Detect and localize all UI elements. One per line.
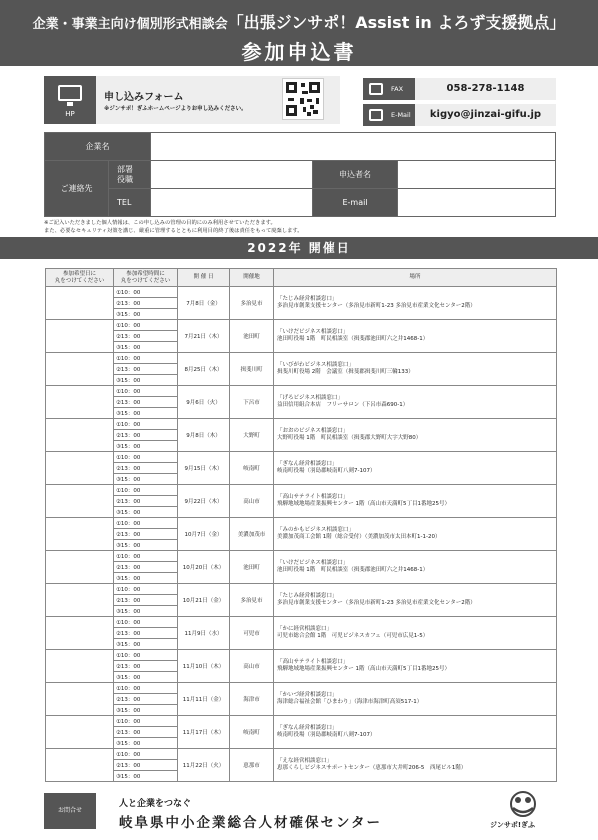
place-address: 池田町役場 1階 町民相談室（揖斐郡池田町六之井1468-1） xyxy=(277,567,429,573)
event-date: 9月6日（火） xyxy=(178,386,230,419)
event-place xyxy=(274,518,557,551)
event-date: 8月25日（木） xyxy=(178,353,230,386)
application-form-table xyxy=(44,132,556,217)
event-venue: 下呂市 xyxy=(230,386,274,419)
time-slot[interactable]: ③15：00 xyxy=(114,705,178,716)
event-date: 10月20日（木） xyxy=(178,551,230,584)
event-date: 10月7日（金） xyxy=(178,518,230,551)
venue-header: 開催地 xyxy=(230,269,274,287)
schedule-title: 2022年 開催日 xyxy=(0,237,598,259)
fax-icon xyxy=(369,83,383,95)
place-name: 「かに経営相談窓口」 xyxy=(277,625,333,632)
event-venue: 池田町 xyxy=(230,320,274,353)
time-slot[interactable]: ①10：00 xyxy=(114,320,178,331)
header-banner xyxy=(0,0,598,66)
event-place xyxy=(274,386,557,419)
place-name: 「かいづ経営相談窓口」 xyxy=(277,691,338,698)
privacy-note-1: ※ご記入いただきました個人情報は、この申し込みの管理の目的にのみ利用させていただきます。 xyxy=(44,220,276,226)
place-address: 岐南町役場（羽島郡岐南町八剣7-107） xyxy=(277,468,376,474)
time-slot[interactable]: ②13：00 xyxy=(114,595,178,606)
time-slot[interactable]: ①10：00 xyxy=(114,650,178,661)
email-label: E-mail xyxy=(313,189,398,217)
time-slot[interactable]: ②13：00 xyxy=(114,562,178,573)
time-slot[interactable]: ③15：00 xyxy=(114,375,178,386)
place-name: 「げろビジネス相談窓口」 xyxy=(277,394,343,401)
table-row xyxy=(46,749,557,760)
event-venue: 岐南町 xyxy=(230,452,274,485)
time-slot[interactable]: ③15：00 xyxy=(114,639,178,650)
place-name: 「ぎなん経営相談窓口」 xyxy=(277,724,338,731)
time-slot[interactable]: ②13：00 xyxy=(114,694,178,705)
event-venue: 多治見市 xyxy=(230,287,274,320)
table-row xyxy=(46,320,557,331)
logo-text: ジンサポ!ぎふ xyxy=(490,821,536,829)
place-address: 多治見市創業支援センター（多治見市新町1-23 多治見市産業文化センター2階） xyxy=(277,600,476,606)
event-place xyxy=(274,716,557,749)
fax-number: 058-278-1148 xyxy=(415,78,556,100)
tel-label: TEL xyxy=(109,189,151,217)
time-slot[interactable]: ②13：00 xyxy=(114,760,178,771)
event-date: 11月9日（水） xyxy=(178,617,230,650)
time-slot[interactable]: ③15：00 xyxy=(114,408,178,419)
event-venue: 大野町 xyxy=(230,419,274,452)
time-slot[interactable]: ②13：00 xyxy=(114,628,178,639)
tel-field[interactable] xyxy=(151,189,313,217)
table-row xyxy=(46,386,557,397)
time-slot[interactable]: ②13：00 xyxy=(114,298,178,309)
event-date: 9月22日（木） xyxy=(178,485,230,518)
dept-field[interactable] xyxy=(151,161,313,189)
event-place xyxy=(274,452,557,485)
participate-cell[interactable] xyxy=(46,683,114,716)
email-badge: E-Mail xyxy=(363,104,415,126)
privacy-note-2: また、必要なセキュリティ対策を講じ、厳重に管理するとともに利用目的終了後は責任をもって廃棄します。 xyxy=(44,228,303,234)
time-slot[interactable]: ③15：00 xyxy=(114,672,178,683)
place-address: 多治見市創業支援センター（多治見市新町1-23 多治見市産業文化センター2階） xyxy=(277,303,476,309)
page-title: 参加申込書 xyxy=(241,40,357,64)
event-venue: 池田町 xyxy=(230,551,274,584)
participate-cell[interactable] xyxy=(46,485,114,518)
event-place xyxy=(274,617,557,650)
participate-cell[interactable] xyxy=(46,452,114,485)
place-address: 池田町役場 1階 町民相談室（揖斐郡池田町六之井1468-1） xyxy=(277,336,429,342)
time-slot[interactable]: ②13：00 xyxy=(114,331,178,342)
place-name: 「みのかもビジネス相談窓口」 xyxy=(277,526,354,533)
footer-tagline: 人と企業をつなぐ xyxy=(119,799,192,809)
participate-cell[interactable] xyxy=(46,287,114,320)
time-slot[interactable]: ③15：00 xyxy=(114,441,178,452)
company-name-label: 企業名 xyxy=(45,133,151,161)
time-slot[interactable]: ②13：00 xyxy=(114,463,178,474)
place-name: 「えな経営相談窓口」 xyxy=(277,757,333,764)
table-row xyxy=(46,518,557,529)
participate-cell[interactable] xyxy=(46,617,114,650)
place-address: 大野町役場 1階 町民相談室（揖斐郡大野町大字大野80） xyxy=(277,435,422,441)
participate-cell[interactable] xyxy=(46,353,114,386)
event-venue: 岐南町 xyxy=(230,716,274,749)
time-slot[interactable]: ①10：00 xyxy=(114,353,178,364)
event-place xyxy=(274,287,557,320)
applicant-field[interactable] xyxy=(398,161,556,189)
place-name: 「たじみ経営相談窓口」 xyxy=(277,295,338,302)
fax-badge: FAX xyxy=(363,78,415,100)
time-slot[interactable]: ①10：00 xyxy=(114,485,178,496)
event-place xyxy=(274,485,557,518)
time-slot[interactable]: ③15：00 xyxy=(114,342,178,353)
event-place xyxy=(274,320,557,353)
time-slot[interactable]: ③15：00 xyxy=(114,540,178,551)
event-venue: 高山市 xyxy=(230,650,274,683)
event-venue: 高山市 xyxy=(230,485,274,518)
event-date: 11月10日（木） xyxy=(178,650,230,683)
place-name: 「いけだビジネス相談窓口」 xyxy=(277,559,349,566)
table-row xyxy=(46,287,557,298)
time-slot[interactable]: ①10：00 xyxy=(114,287,178,298)
hp-badge[interactable]: HP xyxy=(44,76,96,124)
place-address: 揖斐川町役場 2階 会議室（揖斐郡揖斐川町三輪133） xyxy=(277,369,414,375)
table-row xyxy=(46,452,557,463)
time-slot[interactable]: ①10：00 xyxy=(114,518,178,529)
event-date: 7月8日（金） xyxy=(178,287,230,320)
event-place xyxy=(274,551,557,584)
time-slot[interactable]: ②13：00 xyxy=(114,397,178,408)
time-slot[interactable]: ②13：00 xyxy=(114,661,178,672)
participate-cell[interactable] xyxy=(46,650,114,683)
event-date: 7月21日（木） xyxy=(178,320,230,353)
event-venue: 可児市 xyxy=(230,617,274,650)
table-row xyxy=(46,716,557,727)
time-slot[interactable]: ③15：00 xyxy=(114,738,178,749)
event-place xyxy=(274,353,557,386)
table-row xyxy=(46,617,557,628)
time-slot[interactable]: ①10：00 xyxy=(114,386,178,397)
participate-cell[interactable] xyxy=(46,419,114,452)
place-address: 可児市総合会館 1階 可児ビジネスカフェ（可児市広見1-5） xyxy=(277,633,429,639)
place-name: 「いけだビジネス相談窓口」 xyxy=(277,328,349,335)
time-slot[interactable]: ①10：00 xyxy=(114,452,178,463)
event-venue: 多治見市 xyxy=(230,584,274,617)
time-slot[interactable]: ③15：00 xyxy=(114,309,178,320)
schedule-table xyxy=(45,268,557,782)
place-name: 「高山サテライト相談窓口」 xyxy=(277,493,349,500)
table-row xyxy=(46,353,557,364)
time-slot[interactable]: ②13：00 xyxy=(114,364,178,375)
contact-label: ご連絡先 xyxy=(45,161,109,217)
place-name: 「いびがわビジネス相談窓口」 xyxy=(277,361,354,368)
place-address: 恵那くらしビジネスサポートセンター（恵那市大井町206-5 西尾ビル1階） xyxy=(277,765,467,771)
place-header: 場所 xyxy=(274,269,557,287)
participate-header: 参加希望日に 丸をつけてください xyxy=(46,269,114,287)
event-place xyxy=(274,650,557,683)
applicant-label: 申込者名 xyxy=(313,161,398,189)
form-title: 申し込みフォーム xyxy=(104,92,184,103)
place-name: 「たじみ経営相談窓口」 xyxy=(277,592,338,599)
event-place xyxy=(274,749,557,782)
jinsapo-logo-icon xyxy=(506,790,540,820)
time-slot[interactable]: ③15：00 xyxy=(114,507,178,518)
time-slot[interactable]: ③15：00 xyxy=(114,573,178,584)
place-name: 「高山サテライト相談窓口」 xyxy=(277,658,349,665)
time-slot[interactable]: ①10：00 xyxy=(114,584,178,595)
time-slot[interactable]: ②13：00 xyxy=(114,430,178,441)
dept-label: 部署 役職 xyxy=(109,161,151,189)
company-name-field[interactable] xyxy=(151,133,556,161)
table-row xyxy=(46,551,557,562)
monitor-icon xyxy=(58,85,82,101)
time-slot[interactable]: ①10：00 xyxy=(114,683,178,694)
footer-org-name: 岐阜県中小企業総合人材確保センター xyxy=(119,815,382,831)
time-header: 参加希望時間に 丸をつけてください xyxy=(114,269,178,287)
participate-cell[interactable] xyxy=(46,518,114,551)
form-note: ※ジンサポ！ぎふホームページよりお申し込みください。 xyxy=(104,106,247,112)
participate-cell[interactable] xyxy=(46,749,114,782)
table-row xyxy=(46,683,557,694)
place-name: 「ぎなん経営相談窓口」 xyxy=(277,460,338,467)
mail-icon xyxy=(369,109,383,121)
event-date: 11月17日（木） xyxy=(178,716,230,749)
time-slot[interactable]: ①10：00 xyxy=(114,617,178,628)
place-address: 益田信用組合本店 フリーサロン（下呂市森690-1） xyxy=(277,402,409,408)
time-slot[interactable]: ③15：00 xyxy=(114,771,178,782)
place-address: 海津総合福祉会館「ひまわり」（海津市海津町高須517-1） xyxy=(277,699,423,705)
qr-code[interactable] xyxy=(282,78,324,120)
event-place xyxy=(274,419,557,452)
time-slot[interactable]: ③15：00 xyxy=(114,606,178,617)
table-row xyxy=(46,584,557,595)
event-venue: 揖斐川町 xyxy=(230,353,274,386)
place-address: 美濃加茂商工会館 1階（総合受付）（美濃加茂市太田本町1-1-20） xyxy=(277,534,441,540)
table-row xyxy=(46,650,557,661)
place-address: 飛騨地域地場産業振興センター 1階（高山市天満町5丁目1番地25号） xyxy=(277,666,451,672)
email-field[interactable] xyxy=(398,189,556,217)
event-place xyxy=(274,584,557,617)
participate-cell[interactable] xyxy=(46,716,114,749)
event-date: 11月11日（金） xyxy=(178,683,230,716)
time-slot[interactable]: ②13：00 xyxy=(114,496,178,507)
event-date: 11月22日（火） xyxy=(178,749,230,782)
event-venue: 海津市 xyxy=(230,683,274,716)
table-row xyxy=(46,419,557,430)
event-date: 10月21日（金） xyxy=(178,584,230,617)
place-name: 「おおのビジネス相談窓口」 xyxy=(277,427,349,434)
event-venue: 恵那市 xyxy=(230,749,274,782)
event-date: 9月15日（木） xyxy=(178,452,230,485)
time-slot[interactable]: ②13：00 xyxy=(114,727,178,738)
date-header: 開 催 日 xyxy=(178,269,230,287)
event-venue: 美濃加茂市 xyxy=(230,518,274,551)
header-subtitle: 企業・事業主向け個別形式相談会「出張ジンサポ！Assist in よろず支援拠点」 xyxy=(32,13,566,32)
participate-cell[interactable] xyxy=(46,584,114,617)
event-date: 9月8日（木） xyxy=(178,419,230,452)
contact-badge: お問合せ xyxy=(44,793,96,829)
table-row xyxy=(46,485,557,496)
place-address: 岐南町役場（羽島郡岐南町八剣7-107） xyxy=(277,732,376,738)
participate-cell[interactable] xyxy=(46,386,114,419)
schedule-body xyxy=(46,287,557,782)
time-slot[interactable]: ③15：00 xyxy=(114,474,178,485)
time-slot[interactable]: ①10：00 xyxy=(114,419,178,430)
event-place xyxy=(274,683,557,716)
time-slot[interactable]: ①10：00 xyxy=(114,551,178,562)
time-slot[interactable]: ①10：00 xyxy=(114,716,178,727)
email-address[interactable]: kigyo@jinzai-gifu.jp xyxy=(415,104,556,126)
participate-cell[interactable] xyxy=(46,320,114,353)
time-slot[interactable]: ①10：00 xyxy=(114,749,178,760)
place-address: 飛騨地域地場産業振興センター 1階（高山市天満町5丁目1番地25号） xyxy=(277,501,451,507)
time-slot[interactable]: ②13：00 xyxy=(114,529,178,540)
participate-cell[interactable] xyxy=(46,551,114,584)
